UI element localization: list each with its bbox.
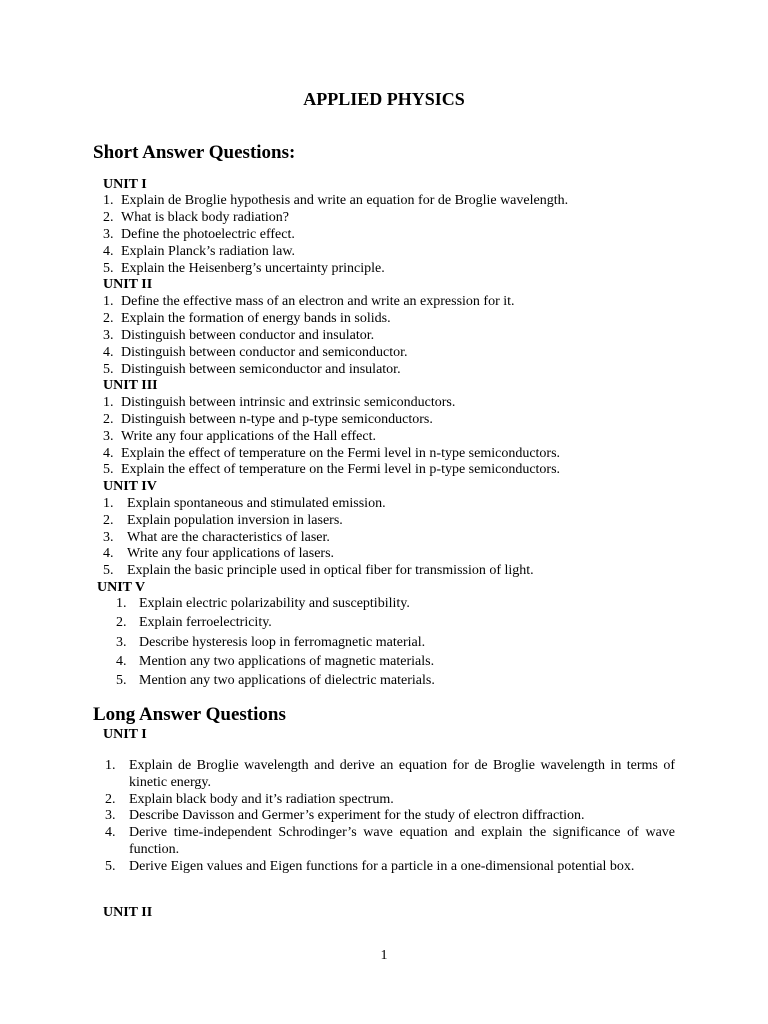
short-unit-2-q4: 4. Distinguish between conductor and semiconductor. xyxy=(103,345,408,360)
short-unit-3-q4: 4. Explain the effect of temperature on the Fermi level in n-type semiconductors. xyxy=(103,446,561,461)
short-unit-1-label: UNIT I xyxy=(103,177,147,192)
short-unit-5-q2: 2. Explain ferroelectricity. xyxy=(116,615,272,630)
short-unit-2-q3: 3. Distinguish between conductor and insulator. xyxy=(103,328,375,343)
short-unit-2-q2: 2. Explain the formation of energy bands in solids. xyxy=(103,311,391,326)
short-unit-3-label: UNIT III xyxy=(103,378,158,393)
short-unit-3-q1: 1. Distinguish between intrinsic and extrinsic semiconductors. xyxy=(103,395,456,410)
long-unit-1-q1: 1. Explain de Broglie wavelength and derive an equation for de Broglie wavelength in terms of kinetic energy. xyxy=(105,758,675,790)
short-unit-2-q1: 1. Define the effective mass of an electron and write an expression for it. xyxy=(103,294,515,309)
long-unit-1-q4: 4. Derive time-independent Schrodinger’s wave equation and explain the significance of wave function. xyxy=(105,825,675,857)
short-unit-4-label: UNIT IV xyxy=(103,479,157,494)
short-unit-3-q3: 3. Write any four applications of the Hall effect. xyxy=(103,429,376,444)
short-unit-2-label: UNIT II xyxy=(103,277,153,292)
short-unit-2-q5: 5. Distinguish between semiconductor and insulator. xyxy=(103,362,401,377)
short-answer-heading: Short Answer Questions: xyxy=(93,142,296,163)
short-unit-1-q4: 4. Explain Planck’s radiation law. xyxy=(103,244,296,259)
short-unit-5-label: UNIT V xyxy=(97,580,146,595)
long-unit-1-q5: 5. Derive Eigen values and Eigen functions for a particle in a one-dimensional potential box. xyxy=(105,859,635,874)
long-unit-1-q2: 2. Explain black body and it’s radiation spectrum. xyxy=(105,792,394,807)
short-unit-1-q2: 2. What is black body radiation? xyxy=(103,210,289,225)
long-answer-heading: Long Answer Questions xyxy=(93,704,286,725)
short-unit-1-q1: 1. Explain de Broglie hypothesis and write an equation for de Broglie wavelength. xyxy=(103,193,569,208)
short-unit-5-q3: 3. Describe hysteresis loop in ferromagnetic material. xyxy=(116,635,426,650)
short-unit-4-q5: 5. Explain the basic principle used in optical fiber for transmission of light. xyxy=(103,563,534,578)
short-unit-5-q1: 1. Explain electric polarizability and susceptibility. xyxy=(116,596,410,611)
page-number: 1 xyxy=(380,948,388,963)
short-unit-3-q2: 2. Distinguish between n-type and p-type semiconductors. xyxy=(103,412,433,427)
short-unit-4-q2: 2. Explain population inversion in lasers. xyxy=(103,513,343,528)
short-unit-4-q4: 4. Write any four applications of lasers. xyxy=(103,546,335,561)
short-unit-3-q5: 5. Explain the effect of temperature on the Fermi level in p-type semiconductors. xyxy=(103,462,561,477)
short-unit-4-q1: 1. Explain spontaneous and stimulated emission. xyxy=(103,496,386,511)
long-unit-1-q3: 3. Describe Davisson and Germer’s experiment for the study of electron diffraction. xyxy=(105,808,585,823)
short-unit-5-q5: 5. Mention any two applications of dielectric materials. xyxy=(116,673,435,688)
short-unit-4-q3: 3. What are the characteristics of laser. xyxy=(103,530,330,545)
long-unit-1-label: UNIT I xyxy=(103,727,147,742)
page-title: APPLIED PHYSICS xyxy=(303,89,465,109)
short-unit-5-q4: 4. Mention any two applications of magnetic materials. xyxy=(116,654,435,669)
long-unit-2-label: UNIT II xyxy=(103,905,153,920)
short-unit-1-q3: 3. Define the photoelectric effect. xyxy=(103,227,295,242)
short-unit-1-q5: 5. Explain the Heisenberg’s uncertainty principle. xyxy=(103,261,385,276)
